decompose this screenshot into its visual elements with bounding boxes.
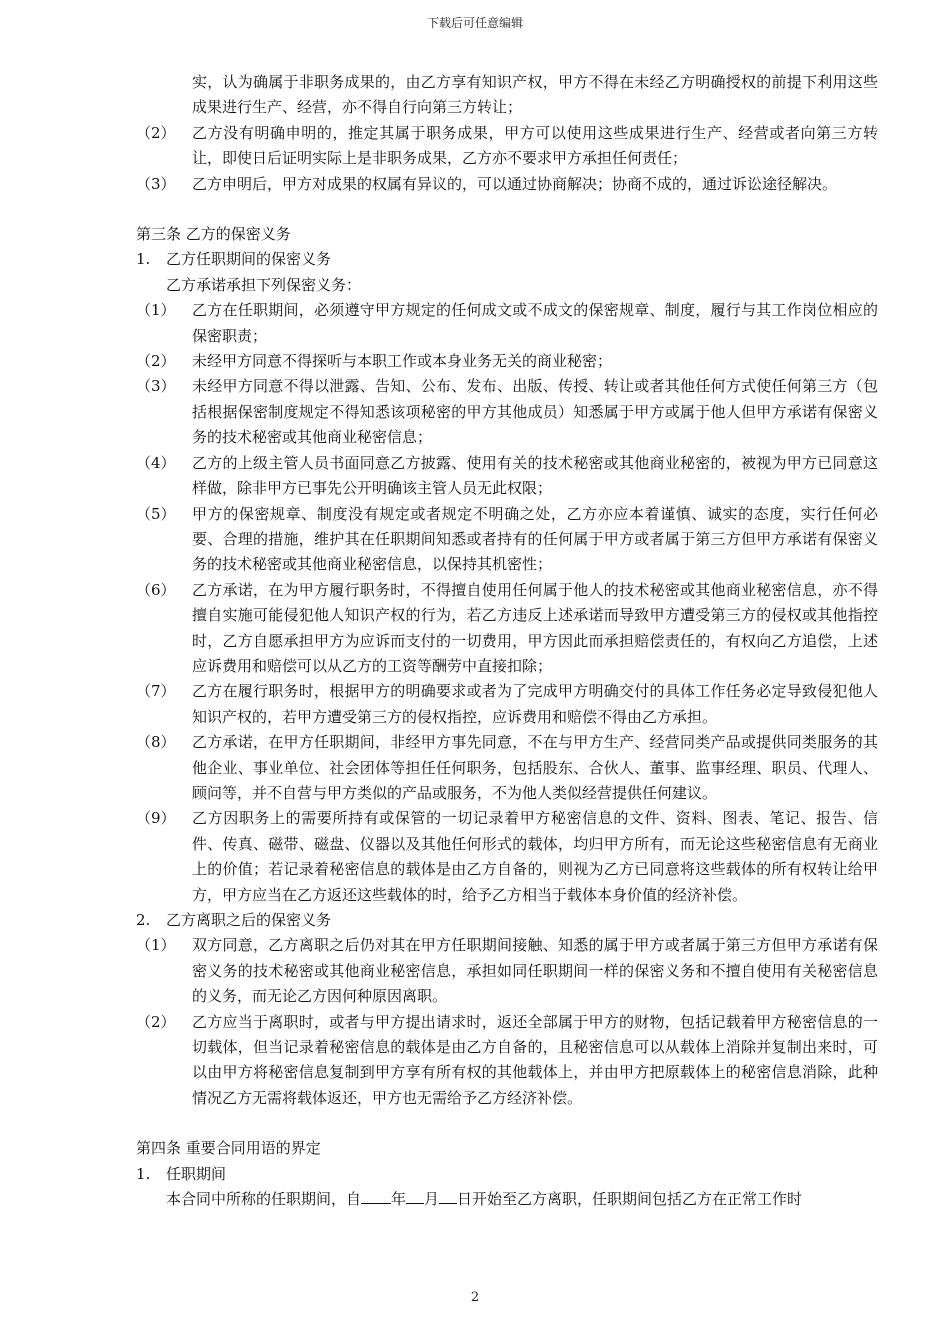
- item-number: （8）: [136, 733, 176, 752]
- list-item: [136, 730, 878, 806]
- section-title: 乙方离职之后的保密义务: [166, 911, 332, 929]
- article-3-title: 第三条 乙方的保密义务: [136, 225, 291, 244]
- list-item: [136, 933, 878, 1009]
- section-title: 任职期间: [166, 1164, 227, 1183]
- item-text: 乙方承诺，在为甲方履行职务时，不得擅自使用任何属于他人的技术秘密或其他商业秘密信息，亦不得擅自实施可能侵犯他人知识产权的行为，若乙方违反上述承诺而导致甲方遭受第三方的侵权或其他指控时，乙方自愿承担甲方为应诉而支付的一切费用，甲方因此而承担赔偿责任的，有权向乙方追偿，上述应诉费用和赔偿可以从乙方的工资等酬劳中直接扣除；: [192, 580, 878, 675]
- term-definition-paragraph: [136, 1187, 878, 1212]
- item-number: （7）: [136, 682, 176, 701]
- item-text: 乙方在任职期间，必须遵守甲方规定的任何成文或不成文的保密规章、制度，履行与其工作岗位相应的保密职责；: [192, 301, 878, 345]
- item-text: 乙方没有明确申明的，推定其属于职务成果，甲方可以使用这些成果进行生产、经营或者向第三方转让，即使日后证明实际上是非职务成果，乙方亦不要求甲方承担任何责任；: [192, 123, 878, 168]
- item-text: 乙方申明后，甲方对成果的权属有异议的，可以通过协商解决；协商不成的，通过诉讼途径解决。: [192, 174, 838, 193]
- item-number: （3）: [136, 377, 176, 396]
- list-item: [136, 502, 878, 578]
- item-number: （3）: [136, 174, 176, 193]
- list-item: [136, 121, 878, 172]
- list-item: [136, 374, 878, 450]
- section-number: 2.: [136, 911, 151, 929]
- section-heading: [136, 908, 878, 933]
- item-text: 乙方因职务上的需要所持有或保管的一切记录着甲方秘密信息的文件、资料、图表、笔记、报告、信件、传真、磁带、磁盘、仪器以及其他任何形式的载体，均归甲方所有，而无论这些秘密信息有无商业上的价值；若记录着秘密信息的载体是由乙方自备的，则视为乙方已同意将这些载体的所有权转让给甲方，甲方应当在乙方返还这些载体的时，给予乙方相当于载体本身价值的经济补偿。: [192, 809, 878, 904]
- definition-text-start: 本合同中所称的任职期间，自: [166, 1190, 362, 1209]
- page-number: 2: [470, 1290, 480, 1305]
- page-header: 下载后可任意编辑: [426, 16, 523, 30]
- list-item: [136, 806, 878, 908]
- month-label: 月: [424, 1190, 440, 1209]
- item-number: （2）: [136, 352, 176, 371]
- item-text: 双方同意，乙方离职之后仍对其在甲方任职期间接触、知悉的属于甲方或者属于第三方但甲方承诺有保密义务的技术秘密或其他商业秘密信息，承担如同任职期间一样的保密义务和不擅自使用有关秘密信息的义务，而无论乙方因何种原因离职。: [192, 936, 878, 1006]
- year-label: 年: [391, 1190, 407, 1209]
- item-text: 乙方应当于离职时，或者与甲方提出请求时，返还全部属于甲方的财物，包括记载着甲方秘密信息的一切载体，但当记录着秘密信息的载体是由乙方自备的，且秘密信息可以从载体上消除并复制出来时，可以由甲方将秘密信息复制到甲方享有所有权的其他载体上，并由甲方把原载体上的秘密信息消除，此种情况乙方无需将载体返还，甲方也无需给予乙方经济补偿。: [192, 1012, 878, 1107]
- item-text: 甲方的保密规章、制度没有规定或者规定不明确之处，乙方亦应本着谨慎、诚实的态度，实行任何必要、合理的措施，维护其在任职期间知悉或者持有的任何属于甲方或者属于第三方但甲方承诺有保密义务的技术秘密或其他商业秘密信息，以保持其机密性；: [192, 504, 878, 574]
- item-number: （9）: [136, 809, 176, 828]
- item-text: 乙方的上级主管人员书面同意乙方披露、使用有关的技术秘密或其他商业秘密的，被视为甲方已同意这样做，除非甲方已事先公开明确该主管人员无此权限；: [192, 453, 878, 498]
- item-number: （2）: [136, 123, 176, 142]
- section-title: 乙方任职期间的保密义务: [166, 250, 332, 269]
- item-number: （1）: [136, 301, 176, 320]
- item-text: 乙方承诺，在甲方任职期间，非经甲方事先同意，不在与甲方生产、经营同类产品或提供同类服务的其他企业、事业单位、社会团体等担任任何职务，包括股东、合伙人、董事、监事经理、职员、代理人、顾问等，并不自营与甲方类似的产品或服务，不为他人类似经营提供任何建议。: [192, 733, 878, 802]
- section-number: 1.: [136, 1164, 151, 1183]
- section-number: 1.: [136, 250, 151, 269]
- section-heading: [136, 1162, 878, 1187]
- year-blank: [361, 1189, 391, 1204]
- item-text: 未经甲方同意不得以泄露、告知、公布、发布、出版、传授、转让或者其他任何方式使任何第三方（包括根据保密制度规定不得知悉该项秘密的甲方其他成员）知悉属于甲方或属于他人但甲方承诺有保密义务的技术秘密或其他商业秘密信息；: [192, 377, 878, 447]
- item-number: （1）: [136, 936, 176, 955]
- article-4-title: 第四条 重要合同用语的界定: [136, 1139, 321, 1158]
- definition-text-end: 日开始至乙方离职，任职期间包括乙方在正常工作时: [457, 1190, 803, 1209]
- item-text: 乙方在履行职务时，根据甲方的明确要求或者为了完成甲方明确交付的具体工作任务必定导致侵犯他人知识产权的，若甲方遭受第三方的侵权指控，应诉费用和赔偿不得由乙方承担。: [192, 682, 878, 726]
- list-item: [136, 298, 878, 349]
- list-item: [136, 1010, 878, 1112]
- item-number: （6）: [136, 580, 176, 599]
- continuation-paragraph: 实，认为确属于非职务成果的，由乙方享有知识产权，甲方不得在未经乙方明确授权的前提下利用这些成果进行生产、经营，亦不得自行向第三方转让；: [192, 73, 878, 117]
- day-blank: [439, 1189, 457, 1204]
- list-item: [136, 578, 878, 680]
- section-heading: [136, 247, 878, 272]
- item-text: 未经甲方同意不得探听与本职工作或本身业务无关的商业秘密；: [192, 352, 613, 371]
- month-blank: [406, 1189, 424, 1204]
- list-item: [136, 679, 878, 730]
- list-item: [136, 349, 878, 374]
- item-number: （5）: [136, 504, 176, 523]
- list-item: [136, 172, 878, 197]
- section-intro: 乙方承诺承担下列保密义务：: [166, 275, 362, 294]
- item-number: （2）: [136, 1012, 176, 1031]
- item-number: （4）: [136, 453, 176, 472]
- document-body: [136, 70, 878, 1212]
- list-item: [136, 451, 878, 502]
